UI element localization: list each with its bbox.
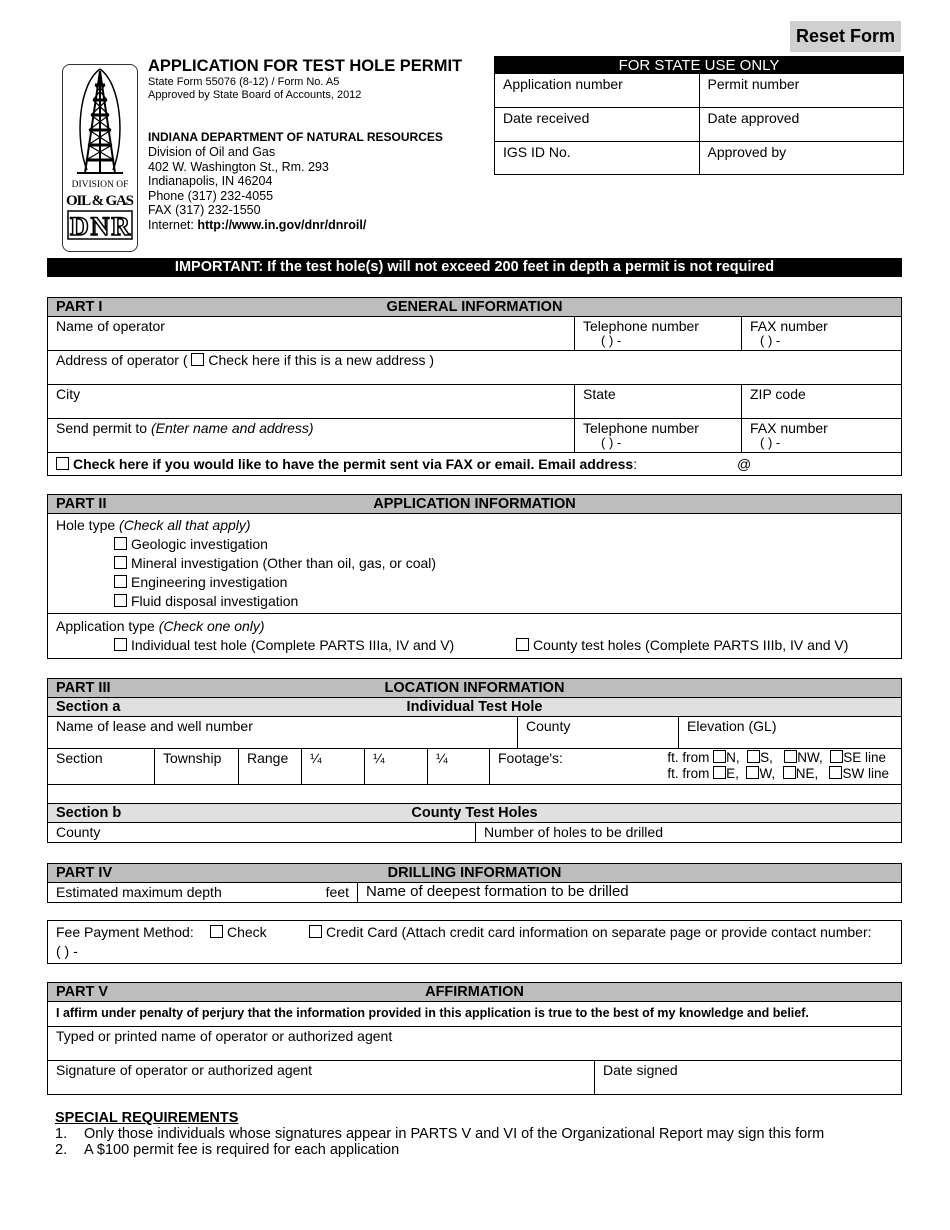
operator-name-label: Name of operator: [56, 318, 165, 334]
deepest-formation-label: Name of deepest formation to be drilled: [366, 883, 629, 900]
n-checkbox[interactable]: [713, 750, 726, 763]
section-label: Section: [56, 750, 103, 766]
fee-label: Fee Payment Method:: [56, 924, 194, 940]
quarter-1-label: ¼: [310, 750, 322, 766]
s-checkbox[interactable]: [747, 750, 760, 763]
part3-title: LOCATION INFORMATION: [384, 680, 565, 696]
mineral-checkbox[interactable]: [114, 556, 127, 569]
engineering-label: Engineering investigation: [131, 574, 288, 590]
ne-checkbox[interactable]: [783, 766, 796, 779]
app-type-hint: (Check one only): [158, 618, 265, 634]
part3-location-information: [47, 678, 902, 843]
sw-line-label: SW line: [842, 766, 889, 781]
svg-text:DNR: DNR: [70, 212, 130, 241]
app-type-label: Application type: [56, 618, 159, 634]
nw-checkbox[interactable]: [784, 750, 797, 763]
signature-field[interactable]: [48, 1061, 594, 1094]
footages-label: Footage's:: [498, 750, 563, 766]
phone-number: Phone (317) 232-4055: [148, 188, 274, 203]
part4-label: PART IV: [56, 865, 113, 881]
township-label: Township: [163, 750, 222, 766]
ft-from-label: ft. from: [667, 750, 710, 765]
geologic-label: Geologic investigation: [131, 536, 268, 552]
fluid-disposal-checkbox[interactable]: [114, 594, 127, 607]
max-depth-field[interactable]: [48, 883, 357, 902]
sw-line-checkbox[interactable]: [829, 766, 842, 779]
nw-label: NW,: [797, 750, 823, 765]
special-requirements-title: SPECIAL REQUIREMENTS: [55, 1110, 239, 1126]
hole-type-label: Hole type: [56, 517, 120, 533]
form-title: APPLICATION FOR TEST HOLE PERMIT: [148, 57, 463, 75]
section-b-label: Section b: [56, 805, 122, 821]
zip-field[interactable]: [741, 385, 901, 418]
fax-mask: ( ) -: [760, 333, 781, 348]
range-label: Range: [247, 750, 289, 766]
division-name: Division of Oil and Gas: [148, 145, 276, 159]
fax-email-checkbox[interactable]: [56, 457, 69, 470]
mineral-label: Mineral investigation (Other than oil, gas, or coal): [131, 555, 437, 571]
colon-label: :: [633, 456, 638, 472]
new-address-checkbox[interactable]: [191, 353, 204, 366]
email-at-field[interactable]: @: [737, 456, 752, 472]
ne-label: NE,: [795, 766, 819, 781]
e-label: E,: [726, 766, 739, 781]
county-b-field[interactable]: [48, 823, 475, 842]
requirement-1: Only those individuals whose signatures appear in PARTS V and VI of the Organizational Report may sign this form: [84, 1126, 825, 1142]
send-telephone-label: Telephone number: [583, 420, 699, 436]
signature-label: Signature of operator or authorized agent: [56, 1062, 313, 1078]
date-approved-field[interactable]: Date approved: [699, 108, 904, 141]
fax-email-row: [48, 453, 901, 475]
township-field[interactable]: [154, 749, 238, 784]
fee-payment-box: [47, 920, 902, 964]
important-notice: IMPORTANT: If the test hole(s) will not exceed 200 feet in depth a permit is not required: [47, 258, 902, 277]
footages-field: [489, 749, 901, 784]
fax-number: FAX (317) 232-1550: [148, 203, 261, 217]
phone-mask: ( ) -: [601, 435, 622, 450]
part1-general-information: [47, 297, 902, 476]
application-type-group: [48, 614, 901, 658]
check-payment-checkbox[interactable]: [210, 925, 223, 938]
permit-number-field[interactable]: Permit number: [699, 74, 904, 107]
section-field[interactable]: [48, 749, 154, 784]
credit-card-label: Credit Card (Attach credit card information on separate page or provide contact number:: [326, 924, 872, 940]
county-label: County: [526, 718, 571, 734]
phone-mask: ( ) -: [601, 333, 622, 348]
city-address: Indianapolis, IN 46204: [148, 174, 273, 188]
part5-label: PART V: [56, 984, 109, 1000]
quarter-3-label: ¼: [436, 750, 448, 766]
operator-fax-field[interactable]: [741, 317, 901, 350]
quarter-2-label: ¼: [373, 750, 385, 766]
check-payment-label: Check: [227, 924, 267, 940]
reset-form-button[interactable]: Reset Form: [790, 21, 901, 52]
send-telephone-field[interactable]: [574, 419, 741, 452]
send-permit-to-field[interactable]: [48, 419, 574, 452]
contact-number-field[interactable]: ( ) -: [56, 943, 78, 959]
department-address: [148, 145, 366, 232]
form-number: State Form 55076 (8-12) / Form No. A5: [148, 76, 340, 88]
affirmation-statement: I affirm under penalty of perjury that the information provided in this application is true to the best of my knowledge and belief.: [56, 1006, 809, 1020]
igs-id-field[interactable]: IGS ID No.: [503, 144, 571, 160]
street-address: 402 W. Washington St., Rm. 293: [148, 159, 329, 174]
svg-text:DIVISION OF: DIVISION OF: [71, 180, 129, 190]
part5-title: AFFIRMATION: [425, 984, 524, 1000]
part4-title: DRILLING INFORMATION: [387, 865, 562, 881]
quarter-3-field[interactable]: [427, 749, 489, 784]
operator-fax-label: FAX number: [750, 318, 828, 334]
requirement-2: A $100 permit fee is required for each application: [84, 1142, 400, 1158]
lease-name-label: Name of lease and well number: [56, 718, 253, 734]
county-test-holes-checkbox[interactable]: [516, 638, 529, 651]
address-prefix: Address of operator (: [56, 352, 188, 368]
geologic-checkbox[interactable]: [114, 537, 127, 550]
section-a-title: Individual Test Hole: [406, 699, 543, 715]
part3-label: PART III: [56, 680, 111, 696]
internet-link[interactable]: http://www.in.gov/dnr/dnroil/: [197, 217, 367, 232]
w-checkbox[interactable]: [746, 766, 759, 779]
special-requirements: [55, 1110, 824, 1158]
quarter-2-field[interactable]: [364, 749, 427, 784]
part4-drilling-information: [47, 863, 902, 903]
hole-type-group: [48, 514, 901, 613]
fee-payment-method: [56, 924, 194, 940]
part2-title: APPLICATION INFORMATION: [373, 496, 576, 512]
fax-email-label: Check here if you would like to have the permit sent via FAX or email. Email address: [73, 456, 634, 472]
approved-by-field[interactable]: Approved by: [699, 142, 904, 175]
part2-application-information: [47, 494, 902, 659]
department-name: INDIANA DEPARTMENT OF NATURAL RESOURCES: [148, 130, 443, 144]
date-signed-label: Date signed: [603, 1062, 678, 1078]
w-label: W,: [759, 766, 776, 781]
max-depth-label: Estimated maximum depth: [56, 884, 222, 900]
fax-mask: ( ) -: [760, 435, 781, 450]
send-permit-hint: (Enter name and address): [150, 420, 314, 436]
send-permit-label: Send permit to: [56, 420, 151, 436]
operator-telephone-field[interactable]: [574, 317, 741, 350]
ft-from-label: ft. from: [667, 766, 710, 781]
feet-label: feet: [325, 884, 349, 900]
date-received-field[interactable]: Date received: [503, 110, 590, 126]
city-field[interactable]: [48, 385, 574, 418]
item-2-number: 2.: [55, 1142, 68, 1158]
item-1-number: 1.: [55, 1126, 68, 1142]
number-of-holes-label: Number of holes to be drilled: [484, 824, 663, 840]
send-fax-field[interactable]: [741, 419, 901, 452]
fluid-disposal-label: Fluid disposal investigation: [131, 593, 299, 609]
date-signed-field[interactable]: [594, 1061, 901, 1094]
se-line-label: SE line: [843, 750, 886, 765]
section-a-label: Section a: [56, 699, 121, 715]
lease-name-field[interactable]: [48, 717, 517, 748]
send-fax-label: FAX number: [750, 420, 828, 436]
city-label: City: [56, 386, 81, 402]
county-b-label: County: [56, 824, 101, 840]
number-of-holes-field[interactable]: [475, 823, 901, 842]
engineering-checkbox[interactable]: [114, 575, 127, 588]
hole-type-hint: (Check all that apply): [119, 517, 251, 533]
oil-derrick-icon: [63, 65, 137, 251]
part1-title: GENERAL INFORMATION: [386, 299, 563, 315]
application-number-field[interactable]: Application number: [503, 76, 623, 92]
deepest-formation-field[interactable]: [357, 883, 901, 902]
e-checkbox[interactable]: [713, 766, 726, 779]
range-field[interactable]: [238, 749, 301, 784]
internet-address: [148, 218, 366, 233]
credit-card-checkbox[interactable]: [309, 925, 322, 938]
operator-telephone-label: Telephone number: [583, 318, 699, 334]
county-test-holes-label: County test holes (Complete PARTS IIIb, IV and V): [533, 637, 849, 653]
elevation-field[interactable]: [678, 717, 901, 748]
quarter-1-field[interactable]: [301, 749, 364, 784]
typed-name-field[interactable]: [48, 1027, 901, 1060]
se-line-checkbox[interactable]: [830, 750, 843, 763]
county-field[interactable]: [517, 717, 678, 748]
zip-label: ZIP code: [750, 386, 806, 402]
state-label: State: [583, 386, 616, 402]
approval-note: Approved by State Board of Accounts, 2012: [148, 89, 362, 101]
part1-label: PART I: [56, 299, 103, 315]
individual-test-hole-checkbox[interactable]: [114, 638, 127, 651]
part5-affirmation: [47, 982, 902, 1095]
operator-address-field[interactable]: [48, 351, 901, 384]
operator-name-field[interactable]: [48, 317, 574, 350]
part2-label: PART II: [56, 496, 107, 512]
svg-text:OIL & GAS: OIL & GAS: [66, 193, 134, 209]
s-label: S,: [760, 750, 773, 765]
elevation-label: Elevation (GL): [687, 718, 777, 734]
n-label: N,: [726, 750, 740, 765]
typed-name-label: Typed or printed name of operator or authorized agent: [56, 1028, 393, 1044]
spacer-row: [48, 784, 901, 803]
section-b-title: County Test Holes: [411, 805, 538, 821]
internet-label: Internet:: [148, 217, 198, 232]
state-use-box: [494, 56, 904, 175]
new-address-label: Check here if this is a new address ): [208, 352, 435, 368]
dnr-oil-gas-logo: [62, 64, 138, 252]
state-use-title: FOR STATE USE ONLY: [495, 57, 903, 74]
state-field[interactable]: [574, 385, 741, 418]
individual-test-hole-label: Individual test hole (Complete PARTS IIIa, IV and V): [131, 637, 455, 653]
